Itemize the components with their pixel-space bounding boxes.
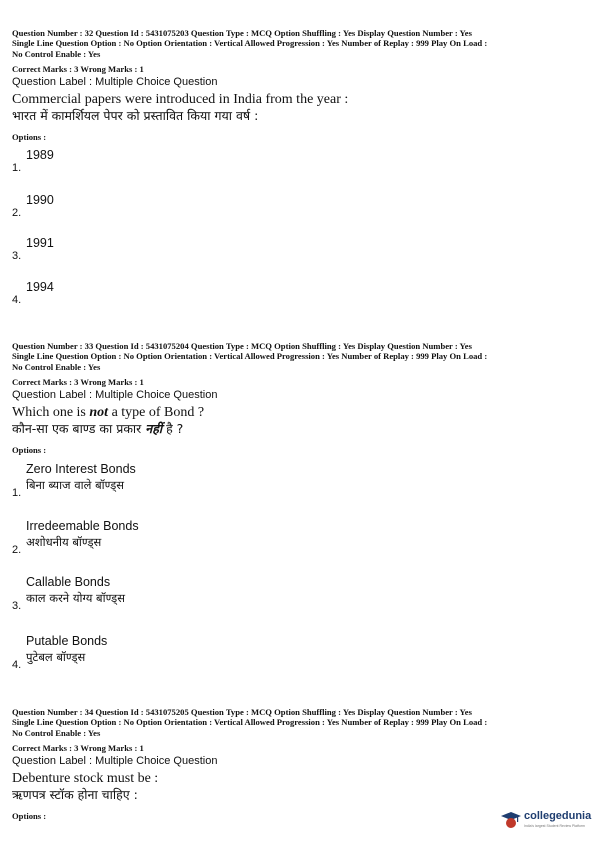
meta-line: Question Number : 32 Question Id : 5431075203 Question Type : MCQ Option Shuffling : Yes Display Question Number : Yes [12, 28, 472, 38]
question-text-en [12, 404, 587, 421]
meta-line: No Control Enable : Yes [12, 361, 101, 372]
option-text-group [26, 519, 139, 550]
question-text-en: Debenture stock must be : [12, 770, 159, 786]
meta-line: Single Line Question Option : No Option Orientation : Vertical Allowed Progression : Yes Number of Replay : 999 Play On Load : [12, 38, 488, 49]
option-text: 1994 [26, 280, 54, 294]
options-label: Options : [12, 444, 47, 455]
marks: Correct Marks : 3 Wrong Marks : 1 [12, 376, 144, 387]
question-text-part: कौन-सा एक बाण्ड का प्रकार [12, 420, 146, 436]
option-item[interactable] [12, 462, 262, 502]
option-text-hi: पुटेबल बॉण्ड्स [26, 650, 86, 664]
option-text-group [26, 634, 107, 665]
option-text-en: Zero Interest Bonds [26, 462, 136, 476]
question-meta [12, 28, 587, 59]
option-text: 1989 [26, 148, 54, 162]
option-number: 4. [12, 659, 22, 671]
option-number: 2. [12, 207, 22, 219]
meta-line: Single Line Question Option : No Option Orientation : Vertical Allowed Progression : Yes Number of Replay : 999 Play On Load : [12, 351, 488, 362]
option-text-group [26, 575, 125, 606]
option-text-group [26, 462, 136, 493]
option-text-en: Putable Bonds [26, 634, 108, 648]
options-list [12, 148, 587, 308]
options-list [12, 462, 587, 677]
question-block-33 [12, 341, 587, 455]
option-number: 4. [12, 294, 22, 306]
meta-line: Question Number : 34 Question Id : 5431075205 Question Type : MCQ Option Shuffling : Yes Display Question Number : Yes [12, 707, 472, 717]
question-meta [12, 707, 587, 738]
option-text-hi: बिना ब्याज वाले बॉण्ड्स [26, 478, 125, 492]
question-text-emphasis: not [89, 404, 109, 420]
option-number: 2. [12, 544, 22, 556]
question-label: Question Label : Multiple Choice Question [12, 388, 218, 401]
watermark-name: collegedunia [524, 810, 592, 822]
question-text-hi [12, 421, 587, 437]
meta-line: Question Number : 33 Question Id : 5431075204 Question Type : MCQ Option Shuffling : Yes Display Question Number : Yes [12, 341, 472, 351]
option-item[interactable] [12, 148, 212, 178]
question-label: Question Label : Multiple Choice Question [12, 75, 218, 88]
options-label: Options : [12, 810, 47, 821]
option-item[interactable] [12, 634, 262, 674]
option-item[interactable] [12, 575, 262, 615]
option-text-en: Irredeemable Bonds [26, 519, 139, 533]
option-item[interactable] [12, 280, 212, 310]
option-item[interactable] [12, 193, 212, 223]
option-number: 1. [12, 487, 22, 499]
option-item[interactable] [12, 519, 262, 559]
question-text-part: है ? [162, 420, 184, 436]
option-text: 1991 [26, 236, 54, 250]
question-text-part: a type of Bond ? [108, 404, 205, 420]
meta-line: No Control Enable : Yes [12, 48, 101, 59]
option-number: 3. [12, 600, 22, 612]
options-label: Options : [12, 131, 47, 142]
meta-line: No Control Enable : Yes [12, 727, 101, 738]
question-label: Question Label : Multiple Choice Question [12, 754, 218, 767]
question-block-32 [12, 28, 587, 142]
option-text: 1990 [26, 193, 54, 207]
question-text-emphasis: नहीं [145, 420, 163, 436]
option-number: 1. [12, 162, 22, 174]
question-block-34 [12, 707, 587, 821]
option-item[interactable] [12, 236, 212, 266]
watermark-tagline: India's largest Student Review Platform [524, 824, 585, 828]
marks: Correct Marks : 3 Wrong Marks : 1 [12, 742, 144, 753]
question-text-hi: भारत में कामर्शियल पेपर को प्रस्तावित किया गया वर्ष : [12, 107, 259, 123]
option-number: 3. [12, 250, 22, 262]
question-meta [12, 341, 587, 372]
collegedunia-watermark [500, 807, 590, 835]
graduate-icon [500, 809, 522, 831]
option-text-hi: अशोधनीय बॉण्ड्स [26, 535, 102, 549]
marks: Correct Marks : 3 Wrong Marks : 1 [12, 63, 144, 74]
option-text-hi: काल करने योग्य बॉण्ड्स [26, 591, 125, 605]
question-text-en: Commercial papers were introduced in India from the year : [12, 91, 349, 107]
question-text-part: Which one is [12, 404, 90, 420]
option-text-en: Callable Bonds [26, 575, 111, 589]
meta-line: Single Line Question Option : No Option Orientation : Vertical Allowed Progression : Yes Number of Replay : 999 Play On Load : [12, 717, 488, 728]
question-text-hi: ऋणपत्र स्टॉक होना चाहिए : [12, 786, 138, 802]
